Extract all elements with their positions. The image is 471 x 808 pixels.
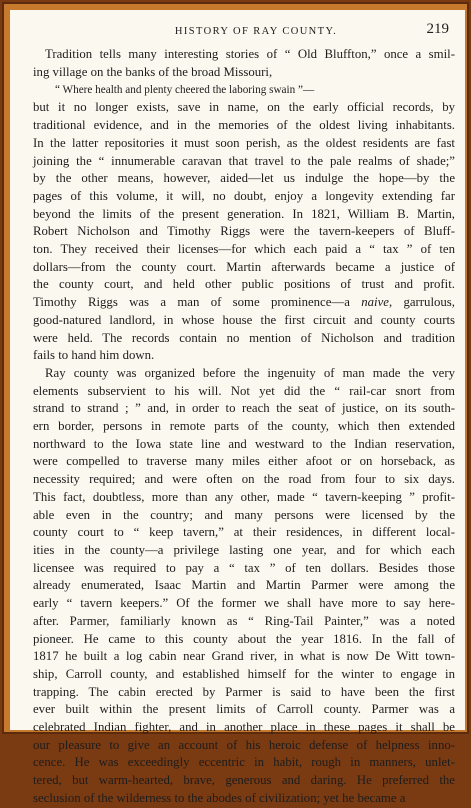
text-line: Ray county was organized before the ingenuity of man made the very [45, 365, 455, 380]
text-line: county court to “ keep tavern,” at their residences, in different local- [33, 525, 455, 540]
text-line: fails to hand him down. [33, 348, 155, 363]
text-line: trapping. The cabin erected by Parmer is said to have been the first [33, 684, 455, 699]
text-line: our pleasure to give an account of his heroic defense of helpness inno- [33, 737, 455, 752]
text-line: ities in the county—a privilege lasting one year, and for which each [33, 542, 455, 557]
text-line: strand to strand ; ” and, in order to reach the seat of justice, on its south- [33, 401, 455, 416]
text-line: early “ tavern keepers.” Of the former we shall have more to say here- [33, 596, 455, 611]
page-number: 219 [426, 21, 449, 37]
text-line: able even in the country; and many persons were licensed by the [33, 507, 455, 522]
text-line: elements subservient to his will. Not yet did the “ rail-car snort from [33, 383, 455, 398]
body-text [33, 46, 455, 808]
text-line: cence. He was exceedingly eccentric in habit, rough in manners, unlet- [33, 755, 455, 770]
paragraph [33, 46, 455, 81]
text-line: ship, Carroll county, and established himself for the winter to engage in [33, 666, 455, 681]
text-line: In the latter repositories it must soon perish, as the oldest residents are fast [33, 135, 455, 150]
text-line: This fact, doubtless, more than any other, made “ tavern-keeping ” profit- [33, 489, 455, 504]
text-line: traditional evidence, and in the memories of the oldest living inhabitants. [33, 118, 455, 133]
text-line: 1817 he built a log cabin near Grand river, in what is now De Witt town- [33, 649, 455, 664]
text-line: northward to the Iowa state line and westward to the Indian reservation, [33, 436, 455, 451]
text-line: joining the “ innumerable caravan that travel to the pale realms of shade;” [33, 153, 455, 168]
text-line: were held. The records contain no mention of Nicholson and tradition [33, 330, 455, 345]
page-header [33, 18, 455, 42]
text-line: by the other means, however, aided—let us indulge the hope—by the [33, 171, 455, 186]
running-head: HISTORY OF RAY COUNTY. [174, 26, 338, 37]
text-line: after. Parmer, familiarly known as “ Ring-Tail Painter,” was a noted [33, 613, 455, 628]
text-line: tered, but warm-hearted, brave, generous and daring. He preferred the [33, 773, 455, 788]
text-line: Tradition tells many interesting stories of “ Old Bluffton,” once a smil- [45, 47, 455, 61]
text-line: ing village on the banks of the broad Missouri, [33, 64, 273, 79]
quotation: “ Where health and plenty cheered the laboring swain ”— [55, 84, 315, 97]
book-page [10, 10, 465, 805]
text-line: Robert Nicholson and Timothy Riggs were the tavern-keepers of Bluff- [33, 224, 455, 239]
text-line: Timothy Riggs was a man of some prominence—a naive, garrulous, [33, 295, 455, 310]
text-line: ever built within the present limits of Carroll county. Parmer was a [33, 702, 455, 717]
text-line: pioneer. He came to this county about the year 1816. In the fall of [33, 631, 455, 646]
text-line: were compelled to traverse many miles either afoot or on horseback, as [33, 454, 455, 469]
text-line: the county court, and held other public positions of trust and profit. [33, 277, 455, 292]
text-line: celebrated Indian fighter, and in another place in these pages it shall be [33, 720, 455, 735]
text-line: already enumerated, Isaac Martin and Martin Parmer were among the [33, 578, 455, 593]
text-line: licensee was required to pay a “ tax ” of ten dollars. Besides those [33, 560, 455, 575]
paragraph [33, 99, 455, 365]
text-line: pages of this volume, it will, no doubt, enjoy a longevity extending far [33, 188, 455, 203]
text-line: dollars—from the county court. Martin afterwards became a justice of [33, 259, 455, 274]
text-line: seclusion of the wilderness to the abodes of civilization; yet he became a [33, 790, 406, 805]
text-line: beyond the limits of the present generation. In 1821, William B. Martin, [33, 206, 455, 221]
text-line: ern border, persons in remote parts of the county, which then extended [33, 419, 455, 434]
paragraph [33, 365, 455, 808]
text-line: good-natured landlord, in whose house the first circuit and county courts [33, 312, 455, 327]
text-line: ton. They received their licenses—for which each paid a “ tax ” of ten [33, 242, 455, 257]
text-line: but it no longer exists, save in name, on the early official records, by [33, 100, 455, 115]
text-line: necessity required; and were often on the road from four to six days. [33, 472, 455, 487]
page-frame [2, 2, 469, 805]
